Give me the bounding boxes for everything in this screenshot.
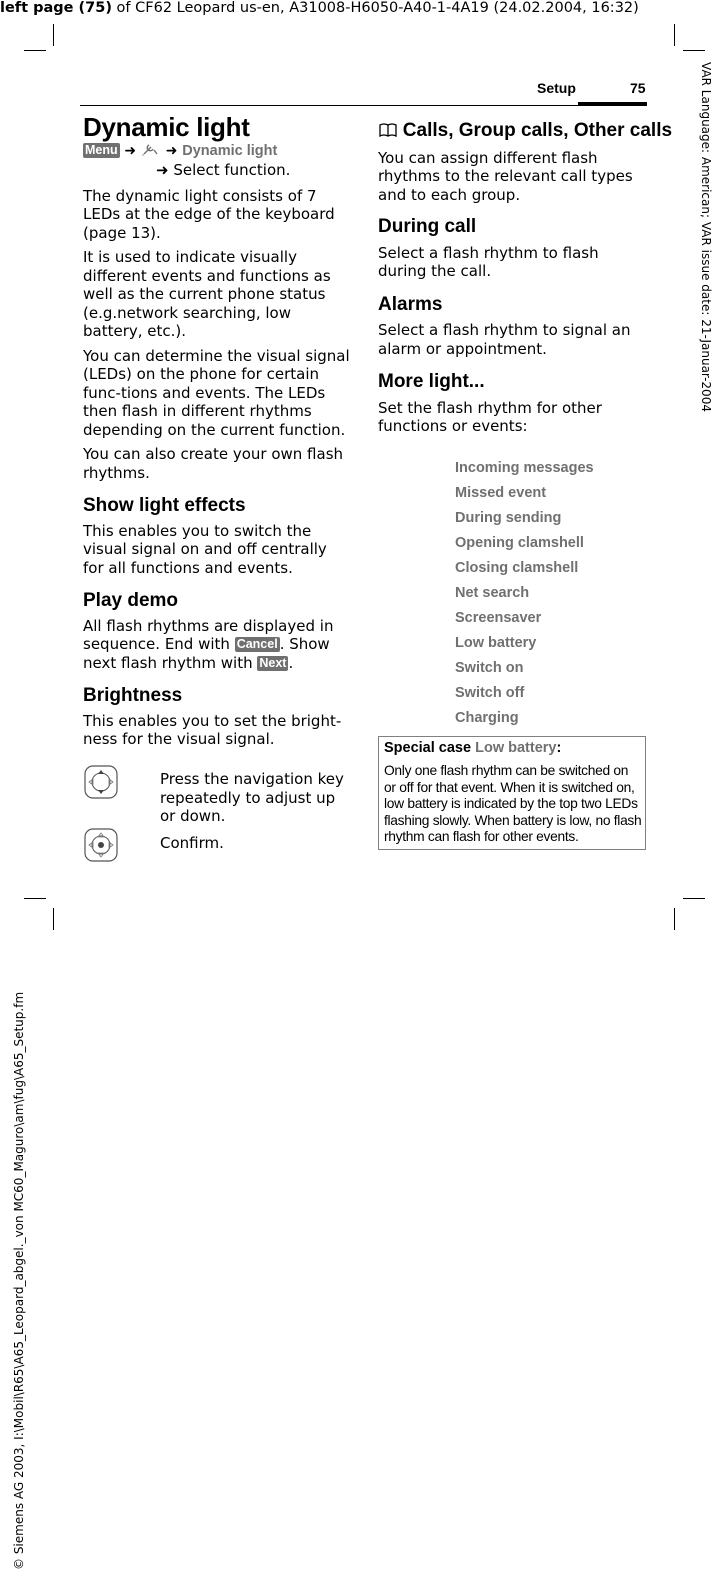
para-create: You can also create your own flash rhythms. [83,445,344,482]
brightness-step-confirm: Confirm. [160,834,224,852]
menu-path [83,141,351,180]
text-alarms: Select a flash rhythm to signal an alarm or appointment. [378,321,631,358]
brightness-step-adjust: Press the navigation key repeatedly to adjust up or down. [160,770,344,825]
text-more-light: Set the flash rhythm for other functions or events: [378,398,602,435]
header-rule [80,105,647,106]
side-text-left-label: © Siemens AG 2003, I:\Mobil\R65\A65_Leopard_abgel._von MC60_Maguro\am\fug\A65_Setup.fm [12,991,26,1570]
play-demo-text-b: . Show next flash rhythm with [83,635,330,672]
side-text-left [0,340,26,1570]
path-arrow: ➜ [165,142,178,159]
event-incoming-messages: Incoming messages [455,460,594,476]
special-case-colon: : [556,740,562,756]
crop-mark [674,24,675,46]
crop-mark [683,898,705,899]
book-icon [378,122,398,138]
heading-alarms: Alarms [378,293,443,315]
header-tab-bar [578,102,647,105]
special-case-text: Only one flash rhythm can be switched on or off for that event. When it is switched on, low battery is indicated by the top two LEDs flashing slowly. When battery is low, no flash rhythm can flash for other events. [384,763,642,844]
text-play-demo [83,617,351,673]
dynamic-light-label: Dynamic light [182,142,278,159]
special-case-item: Low battery [475,740,557,756]
event-switch-on: Switch on [455,660,524,676]
text-during-call: Select a flash rhythm to flash during the call. [378,243,599,280]
select-function: ➜ Select function. [156,160,291,179]
calls-heading-row [378,120,673,141]
special-case-title [384,740,561,756]
heading-brightness: Brightness [83,685,183,706]
event-during-sending: During sending [455,510,562,526]
event-missed-event: Missed event [455,485,547,501]
page-title: Dynamic light [83,112,250,142]
crop-mark [53,24,54,46]
path-arrow: ➜ [124,142,137,159]
text-show-light: This enables you to switch the visual signal on and off centrally for all functions and events. [83,521,327,577]
next-softkey: Next [259,655,287,670]
heading-calls: Calls, Group calls, Other calls [402,120,673,141]
event-screensaver: Screensaver [455,610,542,626]
text-calls: You can assign different flash rhythms to the relevant call types and to each group. [378,148,633,204]
heading-show-light: Show light effects [83,495,246,516]
cancel-softkey: Cancel [236,637,278,651]
special-case-box [378,736,646,850]
left-column [83,112,351,749]
side-text-right [699,62,725,422]
event-opening-clamshell: Opening clamshell [455,535,584,551]
para-leds: The dynamic light consists of 7 LEDs at the edge of the keyboard (page 13). [83,186,335,242]
para-visual: It is used to indicate visually different events and functions as well as the current phone status (e.g.network searching, low battery, etc.). [83,248,331,340]
event-switch-off: Switch off [455,685,525,701]
page-number: 75 [630,80,646,96]
crop-mark [53,908,54,930]
event-net-search: Net search [455,585,530,601]
crop-mark [24,50,46,51]
side-text-right-label: VAR Language: American; VAR issue date: 21-Januar-2004 [699,62,713,412]
navigation-key-icon [84,765,118,799]
crop-mark [683,50,705,51]
event-closing-clamshell: Closing clamshell [455,560,579,576]
section-title: Setup [537,80,576,96]
heading-more-light: More light... [378,371,485,392]
heading-during-call: During call [378,216,477,237]
file-info-rest: of CF62 Leopard us-en, A31008-H6050-A40-1-4A19 (24.02.2004, 16:32) [111,0,639,16]
heading-play-demo: Play demo [83,590,179,611]
special-case-label: Special case [384,740,472,756]
right-column [378,120,673,436]
file-info-line [0,0,639,16]
play-demo-text-a: All flash rhythms are displayed in sequence. End with [83,616,334,653]
event-charging: Charging [455,710,519,726]
crop-mark [674,908,675,930]
crop-mark [24,898,46,899]
text-brightness: This enables you to set the bright-ness for the visual signal. [83,711,342,748]
para-determine: You can determine the visual signal (LEDs) on the phone for certain func-tions and events. The LEDs then flash in different rhythms depending on the current function. [83,346,350,439]
settings-icon [141,142,161,157]
menu-softkey: Menu [85,142,118,157]
navigation-key-icon [84,828,118,862]
file-info-bold: left page (75) [0,0,112,16]
event-low-battery: Low battery [455,635,537,651]
play-demo-text-c: . [288,653,294,672]
